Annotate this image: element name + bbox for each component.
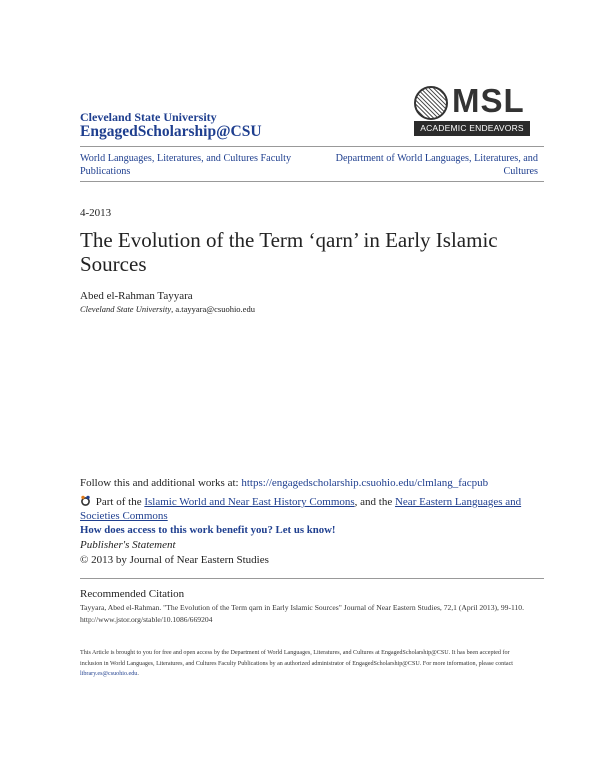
logo-tagline: ACADEMIC ENDEAVORS (414, 121, 530, 136)
islamic-world-commons-link[interactable]: Islamic World and Near East History Commons (144, 496, 355, 508)
affiliation-name: Cleveland State University (80, 304, 172, 314)
citation-divider (80, 578, 544, 579)
footer-suffix: . (137, 671, 139, 677)
msl-logo (414, 82, 530, 138)
follow-line (80, 477, 550, 489)
university-seal-icon (414, 86, 448, 120)
author-email: , a.tayyara@csuohio.edu (171, 304, 255, 314)
footer-notice (80, 648, 530, 680)
publication-date: 4-2013 (80, 207, 112, 219)
site-name-link[interactable]: EngagedScholarship@CSU (80, 123, 262, 140)
publishers-statement: Publisher's Statement (80, 539, 176, 551)
citation-text: Tayyara, Abed el-Rahman. "The Evolution of the Term qarn in Early Islamic Sources" Journal of Near Eastern Studies, 72,1 (April 2013), 99-110. http://www.jstor.org/stable/10.1086/669204 (80, 603, 524, 624)
feedback-link[interactable]: How does access to this work benefit you? Let us know! (80, 524, 336, 536)
part-of-line (80, 495, 540, 523)
footer-text: This Article is brought to you for free and open access by the Department of World Languages, Literatures, and Cultures at EngagedScholarship@CSU. It has been accepted for inclusion in World Languages, Literatures, and Cultures Faculty Publications by an authorized administrator of EngagedScholarship@CSU. For more information, please contact (80, 650, 513, 667)
collection-link-left[interactable]: World Languages, Literatures, and Cultures Faculty Publications (80, 153, 292, 177)
header-divider-bottom (80, 181, 544, 182)
partof-prefix: Part of the (93, 496, 145, 508)
follow-url-link[interactable]: https://engagedscholarship.csuohio.edu/clmlang_facpub (241, 477, 489, 489)
logo-text: MSL (452, 82, 525, 119)
author-name: Abed el-Rahman Tayyara (80, 290, 193, 302)
follow-prefix: Follow this and additional works at: (80, 477, 242, 489)
partof-mid: , and the (354, 496, 395, 508)
header-divider-top (80, 146, 544, 147)
open-access-icon (80, 495, 91, 506)
citation-heading: Recommended Citation (80, 588, 185, 600)
article-title: The Evolution of the Term ‘qarn’ in Early Islamic Sources (80, 228, 498, 276)
university-name: Cleveland State University (80, 110, 217, 124)
contact-email-link[interactable]: library.es@csuohio.edu (80, 671, 138, 677)
collection-link-right[interactable]: Department of World Languages, Literatures, and Cultures (335, 153, 538, 177)
near-eastern-commons-link[interactable]: Near Eastern Languages and Societies Commons (80, 496, 522, 522)
author-affiliation (80, 304, 255, 314)
copyright-notice: © 2013 by Journal of Near Eastern Studies (80, 554, 269, 566)
